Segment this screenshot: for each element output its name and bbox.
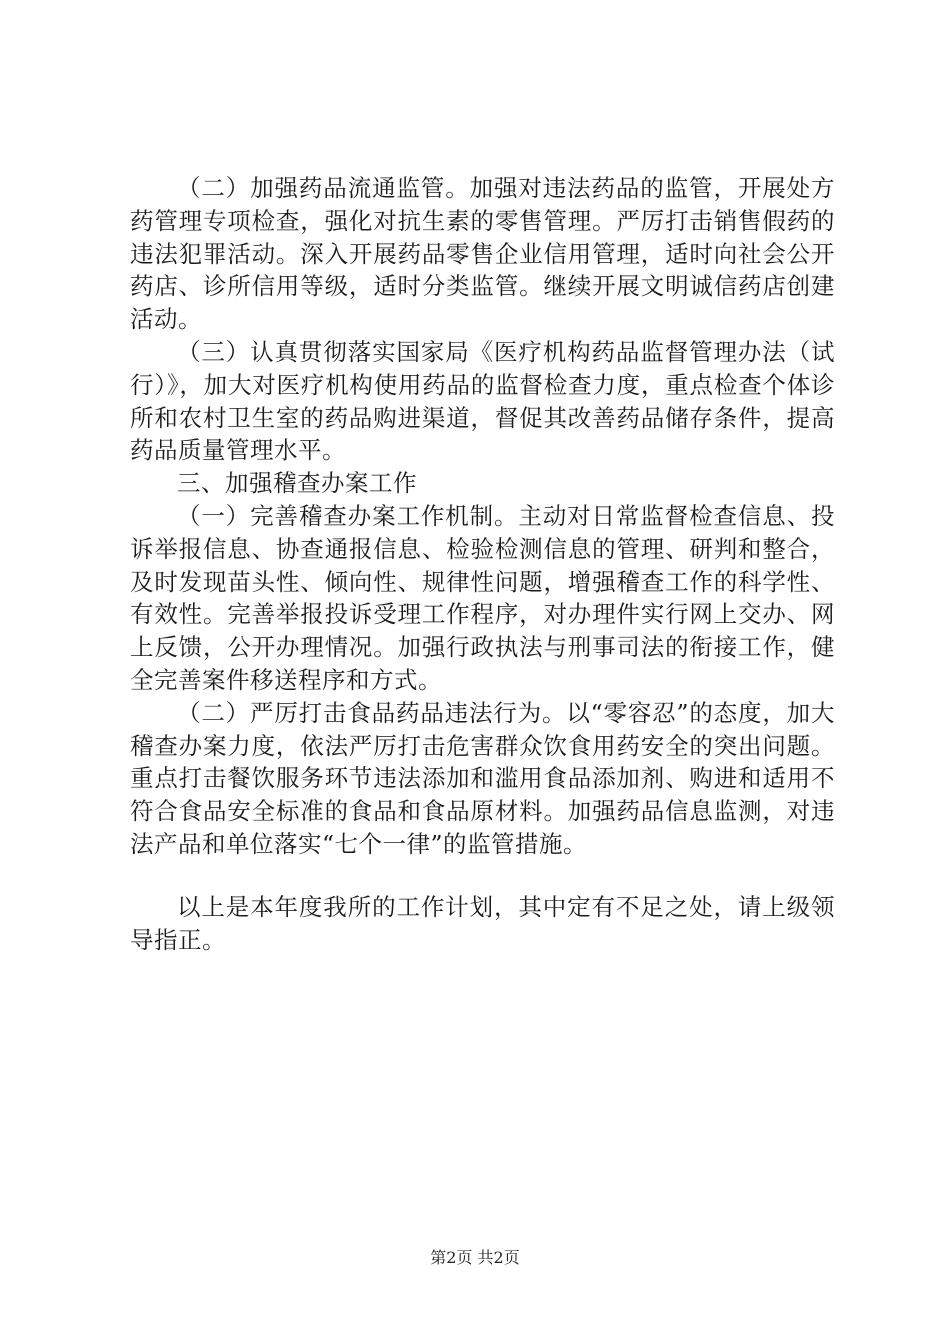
page-footer: 第2页 共2页 (430, 1248, 520, 1267)
paragraph-inspection-mechanism: （一）完善稽查办案工作机制。主动对日常监督检查信息、投诉举报信息、协查通报信息、检验检测信息的管理、研判和整合，及时发现苗头性、倾向性、规律性问题，增强稽查工作的科学性、有效性。完善举报投诉受理工作程序，对办理件实行网上交办、网上反馈，公开办理情况。加强行政执法与刑事司法的衔接工作，健全完善案件移送程序和方式。 (130, 501, 835, 694)
document-body (130, 172, 835, 956)
section-heading-inspection: 三、加强稽查办案工作 (177, 469, 417, 498)
paragraph-closing: 以上是本年度我所的工作计划，其中定有不足之处，请上级领导指正。 (130, 892, 835, 954)
paragraph-medical-institutions: （三）认真贯彻落实国家局《医疗机构药品监督管理办法（试行）》，加大对医疗机构使用药品的监督检查力度，重点检查个体诊所和农村卫生室的药品购进渠道，督促其改善药品储存条件，提高药品质量管理水平。 (130, 337, 835, 465)
paragraph-drug-circulation: （二）加强药品流通监管。加强对违法药品的监管，开展处方药管理专项检查，强化对抗生素的零售管理。严厉打击销售假药的违法犯罪活动。深入开展药品零售企业信用管理，适时向社会公开药店、诊所信用等级，适时分类监管。继续开展文明诚信药店创建活动。 (130, 174, 835, 334)
paragraph-crackdown: （二）严厉打击食品药品违法行为。以“零容忍”的态度，加大稽查办案力度，依法严厉打击危害群众饮食用药安全的突出问题。重点打击餐饮服务环节违法添加和滥用食品添加剂、购进和适用不符合食品安全标准的食品和食品原材料。加强药品信息监测，对违法产品和单位落实“七个一律”的监管措施。 (130, 698, 835, 858)
